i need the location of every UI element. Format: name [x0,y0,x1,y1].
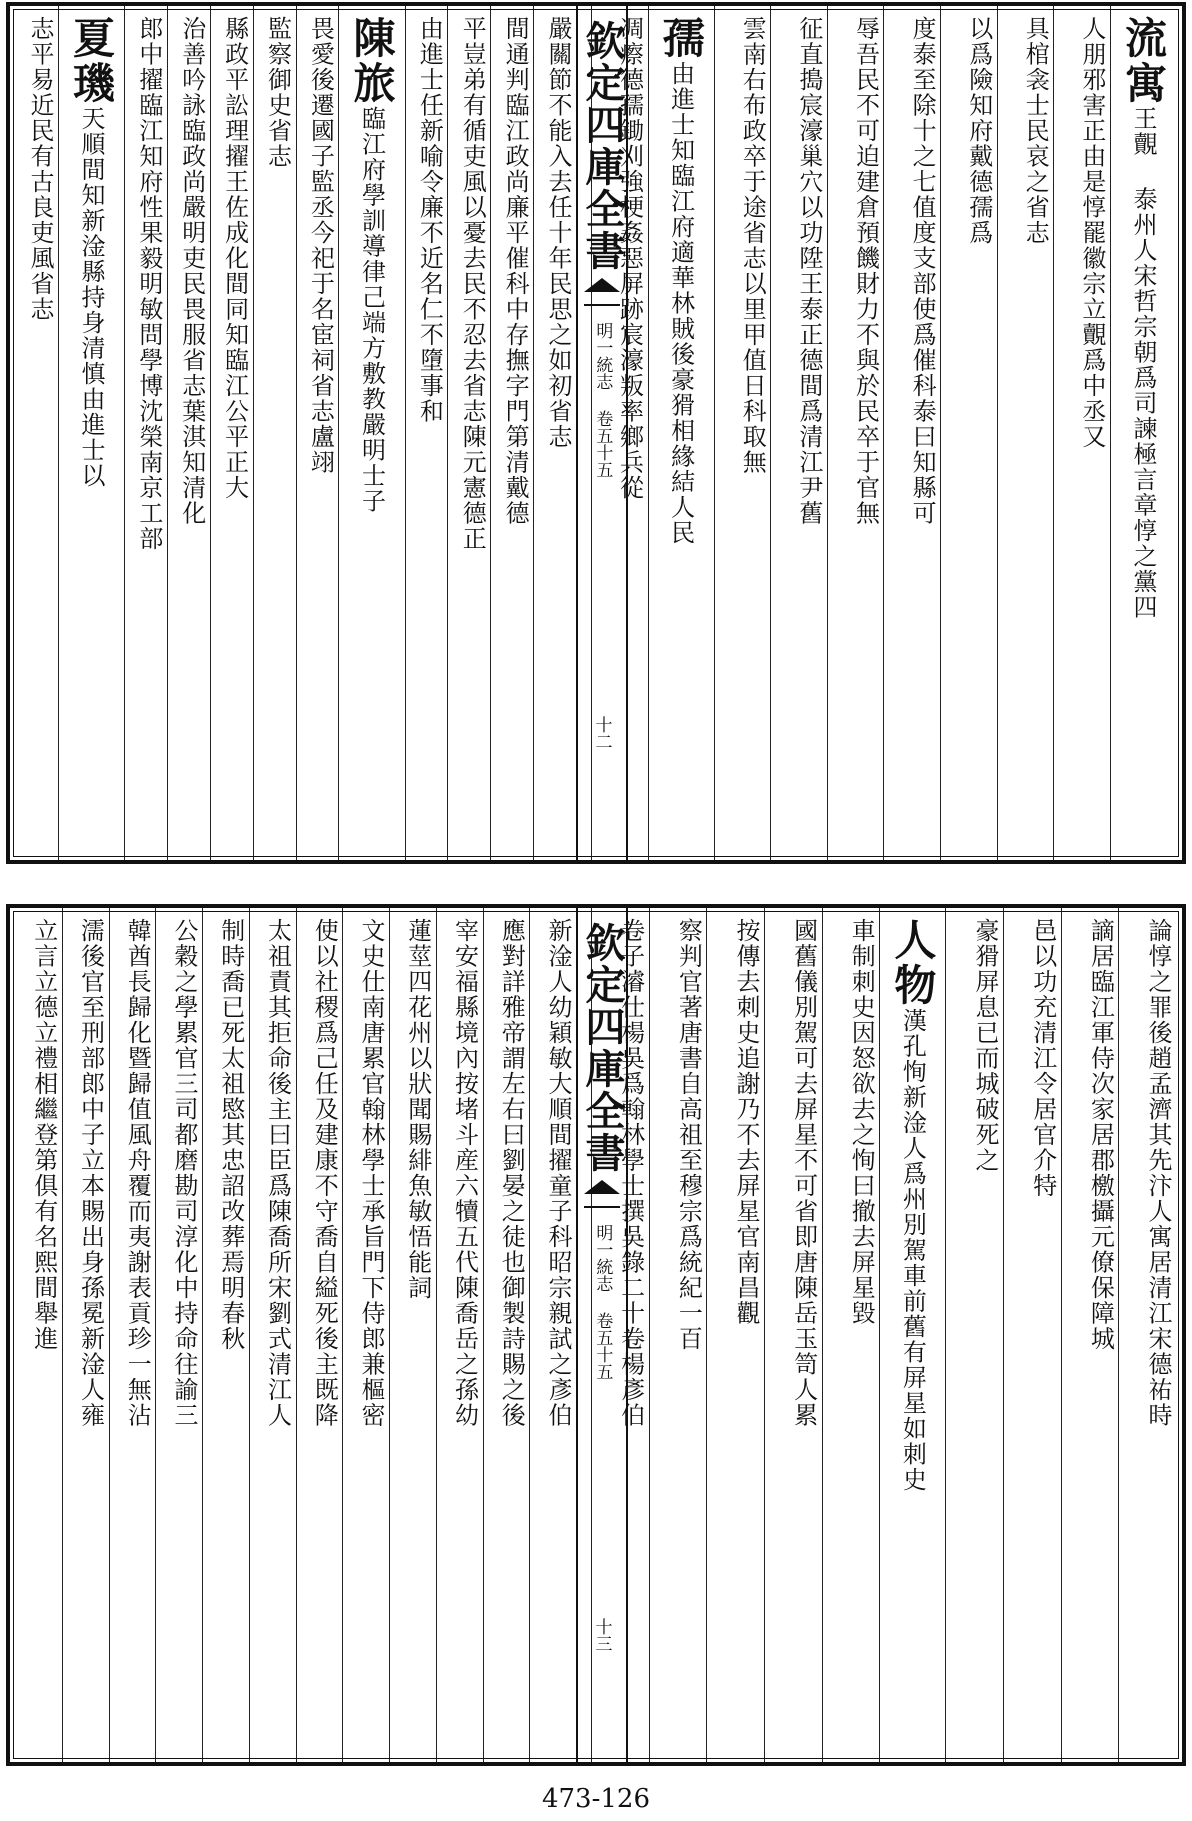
column-text: 辱吾民不可迫建倉預饑財力不與於民卒于官無 [851,16,880,526]
column-text: 志平易近民有古良吏風省志 [25,16,54,322]
column-text: 應對詳雅帝謂左右曰劉晏之徒也御製詩賜之後 [497,918,526,1428]
text-column [342,908,389,1762]
text-column [940,6,997,860]
column-text: 由進士知臨江府適華林賊後豪猾相緣結人民 [666,61,695,546]
column-text: 韓酋長歸化暨歸值風舟覆而夷謝表貢珍一無沾 [123,918,152,1428]
column-text: 太祖責其拒命後主曰臣爲陳喬所宋劉式清江人 [263,918,292,1428]
lower-gutter [576,908,628,1762]
heading-text: 陳旅 [347,16,397,106]
text-column [447,6,490,860]
text-column [253,6,296,860]
column-text: 監察御史省志 [263,16,292,169]
heading-text: 流寓 [1119,16,1168,106]
folio-number: 十二 [591,716,612,750]
column-text: 漢孔恂新淦人爲州別駕車前舊有屏星如刺史 [898,1008,927,1493]
column-text: 嚴關節不能入去任十年民思之如初省志 [544,16,572,450]
fish-tail-mark-icon [584,1180,620,1194]
column-text: 論惇之罪後趙孟濟其先汴人寓居清江宋德祐時 [1144,918,1172,1428]
column-text: 臨江府學訓導律己端方敷教嚴明士子 [357,106,386,514]
column-text: 察判官著唐書自高祖至穆宗爲統紀一百 [674,918,703,1352]
text-column [210,6,253,860]
text-column [490,6,533,860]
volume-label: 明一統志 卷五十五 [592,1224,613,1380]
text-column [529,908,576,1762]
fish-tail-mark-icon [584,278,620,292]
upper-left-half [16,6,576,860]
column-text: 車制刺史因怒欲去之恂曰撤去屏星毀 [847,918,876,1326]
text-column [109,908,156,1762]
text-column [997,6,1054,860]
column-text: 使以社稷爲己任及建康不守喬自縊死後主既降 [310,918,339,1428]
column-text: 按傳去刺史追謝乃不去屏星官南昌觀 [731,918,760,1326]
text-column [1053,6,1110,860]
column-text: 卷子濬仕楊吳爲翰林學士撰吳錄二十卷楊彥伯 [616,918,645,1428]
text-column [405,6,448,860]
page-footer-number: 473-126 [541,1784,651,1814]
text-column [533,6,576,860]
text-column [945,908,1003,1762]
column-text: 間通判臨江政尚廉平催科中存撫字門第清戴德 [501,16,530,526]
column-text: 縣政平訟理擢王佐成化間同知臨江公平正大 [220,16,249,501]
column-text: 具棺衾士民哀之省志 [1021,16,1050,246]
text-column [483,908,530,1762]
text-column [436,908,483,1762]
text-column [155,908,202,1762]
text-column [648,6,714,860]
lower-page [6,904,1186,1766]
text-column [296,908,343,1762]
lower-right-half [591,908,1176,1762]
text-column [62,908,109,1762]
text-column [1118,908,1176,1762]
lower-left-half [16,908,576,1762]
text-column [649,908,707,1762]
text-column [338,6,404,860]
upper-gutter [576,6,628,860]
column-text: 濡後官至刑部郎中子立本賜出身孫冕新淦人雍 [76,918,105,1428]
volume-label: 明一統志 卷五十五 [592,322,613,478]
text-column [1110,6,1176,860]
text-column [770,6,827,860]
folio-number: 十三 [591,1618,612,1652]
column-text: 治善吟詠臨政尚嚴明吏民畏服省志葉淇知清化 [177,16,206,526]
column-text: 新淦人幼穎敏大順間擢童子科昭宗親試之彥伯 [544,918,572,1428]
column-text: 平豈弟有循吏風以憂去民不忍去省志陳元憲德正 [458,16,487,552]
text-column [706,908,764,1762]
column-text: 國舊儀別駕可去屏星不可省即唐陳岳玉笥人累 [789,918,818,1428]
text-column [822,908,880,1762]
text-column [16,6,58,860]
text-column [167,6,210,860]
text-column [389,908,436,1762]
column-text: 度泰至除十之七值度支部使爲催科泰曰知縣可 [908,16,937,526]
column-text: 畏愛後遷國子監丞今祀于名宦祠省志盧翊 [306,16,335,475]
fish-tail-line-icon [584,298,620,306]
column-text: 文史仕南唐累官翰林學士承旨門下侍郎兼樞密 [357,918,385,1428]
text-column [16,908,62,1762]
column-text: 制時喬已死太祖愍其忠詔改葬焉明春秋 [216,918,245,1352]
upper-page [6,2,1186,864]
column-text: 豪猾屏息已而城破死之 [971,918,1000,1173]
column-text: 雲南右布政卒于途省志以里甲值日科取無 [738,16,767,475]
text-column [58,6,124,860]
text-column [1061,908,1119,1762]
text-column [714,6,771,860]
book-title: 欽定四庫全書 [579,20,626,272]
text-column [883,6,940,860]
upper-right-half [591,6,1176,860]
text-column [249,908,296,1762]
column-text: 蓮莖四花州以狀聞賜緋魚敏悟能詞 [403,918,432,1301]
column-text: 王覿 泰州人宋哲宗朝爲司諫極言章惇之黨四 [1129,106,1157,620]
column-text: 公穀之學累官三司都磨勘司淳化中持命往諭三 [170,918,198,1428]
text-column [124,6,167,860]
column-text: 立言立德立禮相繼登第俱有名熙間舉進 [29,918,58,1352]
column-text: 由進士任新喻令廉不近名仁不墮事和 [415,16,444,424]
fish-tail-line-icon [584,1200,620,1208]
text-column [1003,908,1061,1762]
text-column [879,908,945,1762]
heading-text: 夏璣 [67,16,117,106]
text-column [827,6,884,860]
column-text: 天順間知新淦縣持身清慎由進士以 [77,106,106,489]
column-text: 凋瘵德孺鋤刈強梗姦惡屏跡宸濠叛率鄉兵從 [615,16,644,501]
column-text: 謫居臨江軍侍次家居郡檄攝元僚保障城 [1086,918,1115,1352]
text-column [202,908,249,1762]
column-text: 以爲險知府戴德孺爲 [964,16,993,246]
column-text: 宰安福縣境內按堵斗産六犢五代陳喬岳之孫幼 [450,918,479,1428]
column-text: 人朋邪害正由是惇罷徽宗立覿爲中丞又 [1077,16,1106,450]
book-title: 欽定四庫全書 [579,922,626,1174]
column-text: 邑以功充清江令居官介特 [1028,918,1057,1199]
column-text: 征直搗宸濠巢穴以功陞王泰正德間爲清江尹舊 [794,16,823,526]
heading-text: 孺 [656,16,706,61]
heading-text: 人物 [888,918,938,1008]
text-column [764,908,822,1762]
text-column [296,6,339,860]
column-text: 郎中擢臨江知府性果毅明敏問學博沈榮南京工部 [134,16,163,552]
